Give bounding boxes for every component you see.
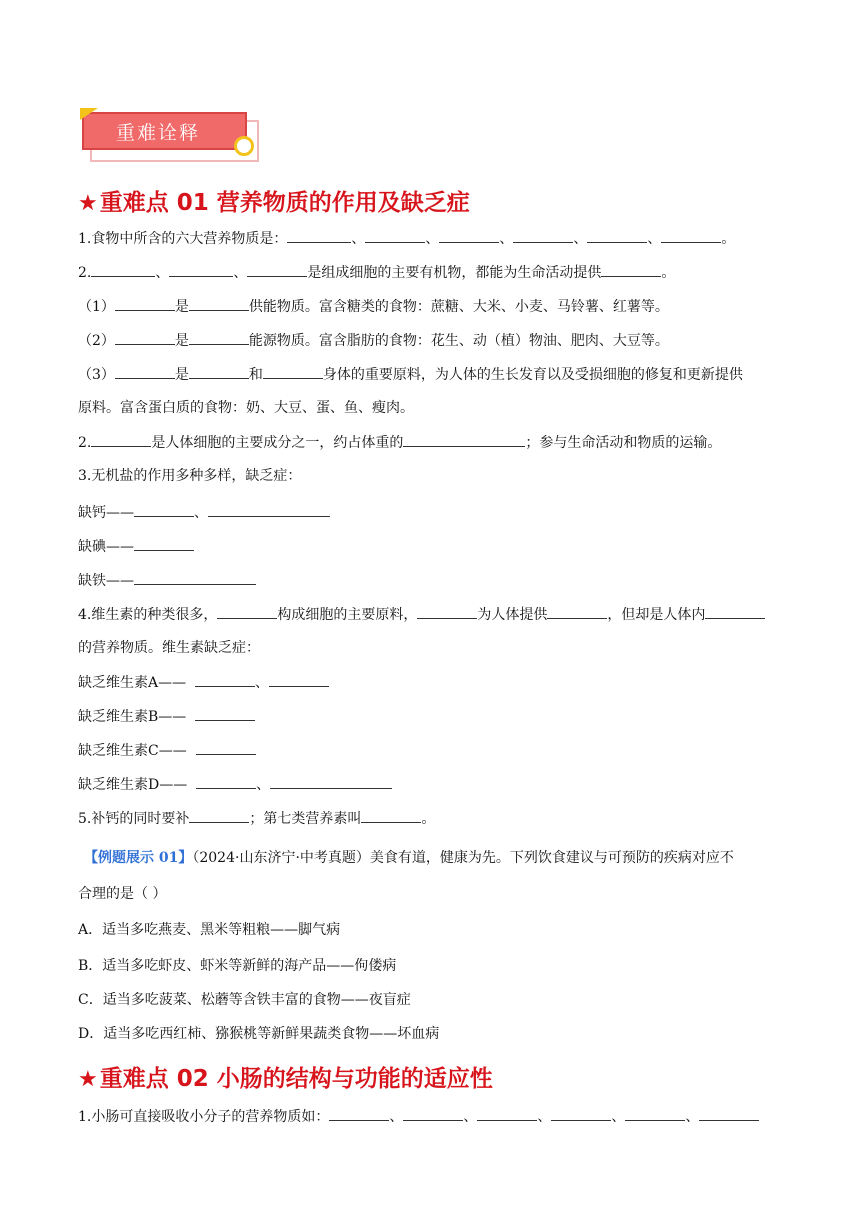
text: 、 [685,1109,700,1125]
blank [417,604,477,619]
blank [195,706,255,721]
star-icon: ★ [78,191,98,216]
blank [439,228,499,243]
blank [547,604,607,619]
text: 、 [499,231,514,247]
pin-icon [234,136,254,156]
blank [287,228,351,243]
vitamin-a-line [78,672,329,693]
option-d: D．适当多吃西红柿、猕猴桃等新鲜果蔬类食物——坏血病 [78,1026,440,1042]
heading-text: 重难点 02 小肠的结构与功能的适应性 [99,1066,493,1092]
text: 。 [421,811,436,827]
question-2 [78,262,675,283]
blank [134,502,194,517]
blank [661,228,721,243]
text: 2. [78,435,92,451]
text: 、 [611,1109,626,1125]
text: 、 [425,231,440,247]
text: 是 [174,299,189,315]
banner-label: 重难诠释 [116,122,201,144]
section-banner [82,112,262,162]
text: 构成细胞的主要原料， [277,607,418,623]
text: 。 [661,265,676,281]
vitamin-c-line [78,740,256,761]
blank [115,364,175,379]
text: 缺钙—— [78,505,134,521]
blank [263,364,323,379]
blank [699,1106,759,1121]
question-3: 3.无机盐的作用多种多样，缺乏症： [78,468,302,484]
text: 、 [389,1109,404,1125]
option-c: C．适当多吃菠菜、松蘑等含铁丰富的食物——夜盲症 [78,992,411,1008]
blank [91,432,151,447]
text: 1.小肠可直接吸收小分子的营养物质如： [78,1109,330,1125]
text: 是 [174,367,189,383]
blank [403,432,525,447]
blank [91,262,155,277]
blank [365,228,425,243]
blank [169,262,233,277]
blank [477,1106,537,1121]
water-line [78,432,721,453]
s2-question-1 [78,1106,759,1127]
text: 缺乏维生素B—— [78,709,187,725]
example-stem-cont: 合理的是（ ） [78,886,167,902]
text: （2024·山东济宁·中考真题）美食有道，健康为先。下列饮食建议与可预防的疾病对应不 [192,850,734,866]
blank [195,672,255,687]
option-a: A．适当多吃燕麦、黑米等粗粮——脚气病 [78,922,341,938]
star-icon: ★ [78,1067,98,1092]
text: ；参与生命活动和物质的运输。 [525,435,722,451]
text: 缺铁—— [78,573,134,589]
blank [329,1106,389,1121]
text: 缺乏维生素A—— [78,675,187,691]
question-4-cont: 的营养物质。维生素缺乏症： [78,640,260,656]
section-heading-2 [78,1060,493,1093]
text: 、 [463,1109,478,1125]
text: 缺乏维生素D—— [78,777,188,793]
text: 、 [573,231,588,247]
section-heading-1 [78,184,470,217]
question-4 [78,604,765,625]
point-3-cont: 原料。富含蛋白质的食物：奶、大豆、蛋、鱼、瘦肉。 [78,400,414,416]
blank [513,228,573,243]
blank [601,262,661,277]
text: 供能物质。富含糖类的食物：蔗糖、大米、小麦、马铃薯、红薯等。 [248,299,669,315]
point-2 [78,330,669,351]
iodine-line [78,536,194,557]
point-3 [78,364,743,385]
question-1 [78,228,735,249]
point-1 [78,296,669,317]
blank [196,774,256,789]
text: 4.维生素的种类很多， [78,607,218,623]
text: 是组成细胞的主要有机物，都能为生命活动提供 [307,265,602,281]
text: 2. [78,265,92,281]
blank [247,262,307,277]
option-b: B．适当多吃虾皮、虾米等新鲜的海产品——佝偻病 [78,958,397,974]
blank [208,502,330,517]
blank [587,228,647,243]
text: 、 [537,1109,552,1125]
calcium-line [78,502,330,523]
blank [134,536,194,551]
text: （2） [78,333,115,349]
text: 1.食物中所含的六大营养物质是： [78,231,288,247]
blank [189,808,249,823]
text: 5.补钙的同时要补 [78,811,190,827]
text: 、 [256,777,271,793]
blank [625,1106,685,1121]
text: 、 [647,231,662,247]
blank [115,330,175,345]
example-label: 【例题展示 01】 [84,850,193,866]
text: 为人体提供 [477,607,548,623]
text: 、 [255,675,270,691]
text: 、 [351,231,366,247]
text: 能源物质。富含脂肪的食物：花生、动（植）物油、肥肉、大豆等。 [248,333,669,349]
blank [270,774,392,789]
text: 缺乏维生素C—— [78,743,187,759]
text: 。 [721,231,736,247]
text: 缺碘—— [78,539,134,555]
blank [705,604,765,619]
text: （1） [78,299,115,315]
blank [361,808,421,823]
blank [134,570,256,585]
blank [189,364,249,379]
flag-icon [80,108,98,120]
iron-line [78,570,256,591]
blank [269,672,329,687]
blank [217,604,277,619]
blank [403,1106,463,1121]
question-5 [78,808,435,829]
text: 、 [194,505,208,521]
blank [189,330,249,345]
blank [189,296,249,311]
text: 、 [155,265,170,281]
text: 、 [233,265,248,281]
text: 是 [174,333,189,349]
blank [115,296,175,311]
text: 是人体细胞的主要成分之一，约占体重的 [151,435,404,451]
blank [196,740,256,755]
vitamin-b-line [78,706,255,727]
text: ，但却是人体内 [607,607,706,623]
text: 和 [248,367,263,383]
blank [551,1106,611,1121]
vitamin-d-line [78,774,392,795]
text: ；第七类营养素叫 [249,811,362,827]
text: （3） [78,367,115,383]
text: 身体的重要原料，为人体的生长发育以及受损细胞的修复和更新提供 [322,367,743,383]
example-stem [84,848,734,868]
heading-text: 重难点 01 营养物质的作用及缺乏症 [99,190,470,216]
